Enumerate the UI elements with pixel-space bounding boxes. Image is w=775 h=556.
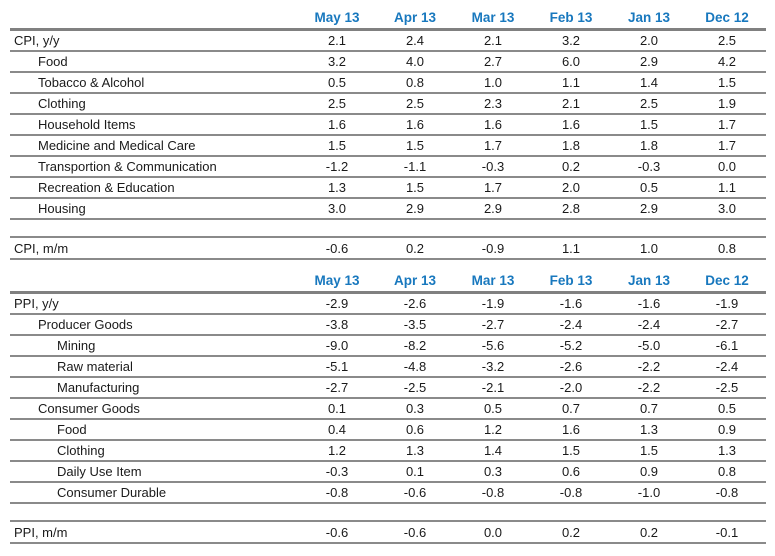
value-cell: 1.5 — [639, 117, 659, 132]
value-cell: -6.1 — [715, 338, 739, 353]
value-cell: 1.7 — [483, 138, 503, 153]
row-label: Consumer Durable — [57, 485, 167, 500]
value-cell: 0.0 — [483, 524, 503, 540]
table-row — [10, 73, 766, 94]
value-cell: 0.1 — [405, 464, 425, 479]
row-label: Household Items — [38, 117, 136, 132]
value-cell: 2.5 — [717, 33, 737, 48]
value-cell: 1.5 — [405, 180, 425, 195]
value-cell: 1.2 — [327, 443, 347, 458]
value-cell: 4.0 — [405, 54, 425, 69]
column-header: Jan 13 — [627, 10, 671, 25]
table-row — [10, 399, 766, 420]
value-cell: 2.8 — [561, 201, 581, 216]
value-cell: 0.7 — [639, 401, 659, 416]
column-header: Apr 13 — [393, 273, 437, 288]
value-cell: -3.8 — [325, 317, 349, 332]
value-cell: 1.7 — [483, 180, 503, 195]
table-row — [10, 315, 766, 336]
value-cell: 1.6 — [561, 422, 581, 437]
value-cell: -2.4 — [559, 317, 583, 332]
value-cell: 3.2 — [327, 54, 347, 69]
value-cell: 0.6 — [405, 422, 425, 437]
value-cell: -1.0 — [637, 485, 661, 500]
cpi-table — [10, 7, 766, 260]
blank-row — [10, 504, 766, 520]
value-cell: 1.9 — [717, 96, 737, 111]
value-cell: -2.7 — [325, 380, 349, 395]
value-cell: 1.5 — [561, 443, 581, 458]
value-cell: -1.6 — [559, 296, 583, 311]
value-cell: 0.2 — [561, 159, 581, 174]
value-cell: -2.4 — [637, 317, 661, 332]
row-label: Clothing — [57, 443, 105, 458]
value-cell: 4.2 — [717, 54, 737, 69]
row-label: Food — [57, 422, 87, 437]
table-row — [10, 441, 766, 462]
row-label: Transportion & Communication — [38, 159, 217, 174]
value-cell: 2.9 — [405, 201, 425, 216]
value-cell: 0.2 — [561, 524, 581, 540]
value-cell: -5.1 — [325, 359, 349, 374]
value-cell: 6.0 — [561, 54, 581, 69]
row-label: CPI, y/y — [14, 33, 60, 48]
column-header: Jan 13 — [627, 273, 671, 288]
value-cell: -5.6 — [481, 338, 505, 353]
column-header: Mar 13 — [471, 273, 515, 288]
table-row — [10, 94, 766, 115]
value-cell: -2.7 — [715, 317, 739, 332]
value-cell: 1.8 — [561, 138, 581, 153]
blank-row — [10, 220, 766, 236]
value-cell: -2.6 — [559, 359, 583, 374]
value-cell: -2.5 — [715, 380, 739, 395]
row-label: Recreation & Education — [38, 180, 175, 195]
value-cell: 1.5 — [405, 138, 425, 153]
table-row — [10, 294, 766, 315]
value-cell: 1.0 — [483, 75, 503, 90]
summary-row — [10, 520, 766, 544]
value-cell: 1.8 — [639, 138, 659, 153]
value-cell: 2.9 — [483, 201, 503, 216]
value-cell: 2.7 — [483, 54, 503, 69]
value-cell: -2.7 — [481, 317, 505, 332]
value-cell: -2.2 — [637, 380, 661, 395]
value-cell: 3.2 — [561, 33, 581, 48]
value-cell: 2.5 — [405, 96, 425, 111]
value-cell: 0.8 — [717, 464, 737, 479]
column-header: Feb 13 — [549, 10, 593, 25]
column-header-row — [10, 7, 766, 31]
value-cell: 0.3 — [405, 401, 425, 416]
value-cell: 0.2 — [405, 240, 425, 256]
value-cell: 1.3 — [327, 180, 347, 195]
table-row — [10, 378, 766, 399]
value-cell: 1.7 — [717, 138, 737, 153]
value-cell: -0.6 — [325, 240, 349, 256]
table-row — [10, 336, 766, 357]
value-cell: 1.3 — [717, 443, 737, 458]
value-cell: -1.2 — [325, 159, 349, 174]
value-cell: 1.1 — [717, 180, 737, 195]
value-cell: -0.3 — [481, 159, 505, 174]
value-cell: -2.2 — [637, 359, 661, 374]
value-cell: -0.6 — [403, 485, 427, 500]
value-cell: -4.8 — [403, 359, 427, 374]
row-label: Daily Use Item — [57, 464, 142, 479]
row-label: Medicine and Medical Care — [38, 138, 196, 153]
column-header: Mar 13 — [471, 10, 515, 25]
value-cell: 1.1 — [561, 240, 581, 256]
row-label: PPI, m/m — [14, 524, 68, 540]
value-cell: 0.9 — [639, 464, 659, 479]
value-cell: 1.0 — [639, 240, 659, 256]
value-cell: -5.2 — [559, 338, 583, 353]
value-cell: -2.4 — [715, 359, 739, 374]
table-row — [10, 157, 766, 178]
value-cell: 2.1 — [327, 33, 347, 48]
value-cell: -0.8 — [715, 485, 739, 500]
value-cell: 1.3 — [639, 422, 659, 437]
row-label: Housing — [38, 201, 86, 216]
value-cell: 2.5 — [327, 96, 347, 111]
value-cell: -0.8 — [559, 485, 583, 500]
row-label: Mining — [57, 338, 96, 353]
value-cell: -1.1 — [403, 159, 427, 174]
value-cell: -0.6 — [325, 524, 349, 540]
value-cell: 1.5 — [639, 443, 659, 458]
value-cell: 2.1 — [483, 33, 503, 48]
row-label: Tobacco & Alcohol — [38, 75, 145, 90]
value-cell: 0.5 — [327, 75, 347, 90]
value-cell: 3.0 — [327, 201, 347, 216]
row-label: PPI, y/y — [14, 296, 59, 311]
value-cell: 2.1 — [561, 96, 581, 111]
column-header: May 13 — [314, 273, 360, 288]
table-row — [10, 357, 766, 378]
summary-row — [10, 236, 766, 260]
value-cell: -0.8 — [325, 485, 349, 500]
value-cell: 2.0 — [561, 180, 581, 195]
value-cell: -1.6 — [637, 296, 661, 311]
value-cell: 1.6 — [561, 117, 581, 132]
value-cell: -1.9 — [715, 296, 739, 311]
column-header: Dec 12 — [705, 273, 749, 288]
value-cell: -2.5 — [403, 380, 427, 395]
value-cell: 1.7 — [717, 117, 737, 132]
table-row — [10, 462, 766, 483]
table-row — [10, 115, 766, 136]
value-cell: 1.5 — [717, 75, 737, 90]
value-cell: 0.1 — [327, 401, 347, 416]
value-cell: 1.4 — [483, 443, 503, 458]
value-cell: -0.6 — [403, 524, 427, 540]
row-label: Food — [38, 54, 68, 69]
column-header: May 13 — [314, 10, 360, 25]
value-cell: 1.6 — [483, 117, 503, 132]
value-cell: 0.0 — [717, 159, 737, 174]
value-cell: -3.5 — [403, 317, 427, 332]
value-cell: 3.0 — [717, 201, 737, 216]
column-header-row — [10, 270, 766, 294]
value-cell: -0.9 — [481, 240, 505, 256]
column-header: Apr 13 — [393, 10, 437, 25]
value-cell: 1.6 — [327, 117, 347, 132]
value-cell: 0.7 — [561, 401, 581, 416]
value-cell: 1.4 — [639, 75, 659, 90]
value-cell: 1.2 — [483, 422, 503, 437]
row-label: Consumer Goods — [38, 401, 140, 416]
table-row — [10, 199, 766, 220]
value-cell: 2.0 — [639, 33, 659, 48]
table-row — [10, 483, 766, 504]
value-cell: 0.8 — [717, 240, 737, 256]
table-row — [10, 178, 766, 199]
value-cell: 0.6 — [561, 464, 581, 479]
value-cell: -0.3 — [325, 464, 349, 479]
table-row — [10, 136, 766, 157]
value-cell: 2.5 — [639, 96, 659, 111]
value-cell: -0.8 — [481, 485, 505, 500]
value-cell: 0.3 — [483, 464, 503, 479]
value-cell: -2.9 — [325, 296, 349, 311]
row-label: Producer Goods — [38, 317, 133, 332]
value-cell: 2.9 — [639, 201, 659, 216]
value-cell: 1.6 — [405, 117, 425, 132]
row-label: CPI, m/m — [14, 240, 69, 256]
value-cell: -5.0 — [637, 338, 661, 353]
value-cell: 0.4 — [327, 422, 347, 437]
value-cell: -8.2 — [403, 338, 427, 353]
value-cell: 1.5 — [327, 138, 347, 153]
value-cell: 0.8 — [405, 75, 425, 90]
table-row — [10, 52, 766, 73]
column-header: Feb 13 — [549, 273, 593, 288]
value-cell: -0.1 — [715, 524, 739, 540]
value-cell: 0.2 — [639, 524, 659, 540]
row-label: Raw material — [57, 359, 133, 374]
value-cell: -1.9 — [481, 296, 505, 311]
value-cell: -3.2 — [481, 359, 505, 374]
table-row — [10, 31, 766, 52]
value-cell: -2.0 — [559, 380, 583, 395]
row-label: Clothing — [38, 96, 86, 111]
value-cell: -2.1 — [481, 380, 505, 395]
value-cell: 2.9 — [639, 54, 659, 69]
ppi-table — [10, 270, 766, 544]
column-header: Dec 12 — [705, 10, 749, 25]
value-cell: -0.3 — [637, 159, 661, 174]
table-row — [10, 420, 766, 441]
value-cell: 0.5 — [483, 401, 503, 416]
value-cell: 0.5 — [717, 401, 737, 416]
value-cell: 0.9 — [717, 422, 737, 437]
value-cell: -9.0 — [325, 338, 349, 353]
value-cell: 1.3 — [405, 443, 425, 458]
value-cell: 2.3 — [483, 96, 503, 111]
value-cell: 1.1 — [561, 75, 581, 90]
value-cell: 2.4 — [405, 33, 425, 48]
value-cell: 0.5 — [639, 180, 659, 195]
row-label: Manufacturing — [57, 380, 140, 395]
value-cell: -2.6 — [403, 296, 427, 311]
